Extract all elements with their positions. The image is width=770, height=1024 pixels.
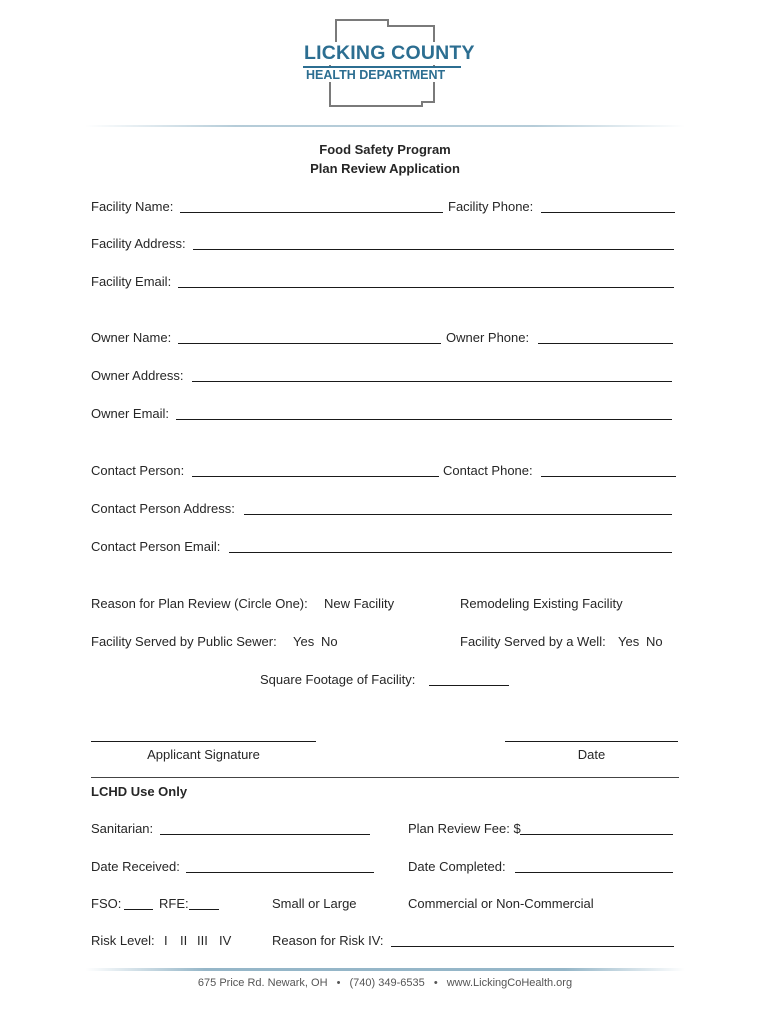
well-yes-option[interactable]: Yes <box>618 634 640 649</box>
owner-email-field[interactable] <box>176 419 672 420</box>
applicant-signature-field[interactable] <box>91 741 316 742</box>
contact-email-label: Contact Person Email: <box>91 539 221 554</box>
contact-phone-label: Contact Phone: <box>443 463 533 478</box>
signature-date-field[interactable] <box>505 741 678 742</box>
owner-address-label: Owner Address: <box>91 368 184 383</box>
facility-name-field[interactable] <box>180 212 443 213</box>
footer-contact <box>0 977 770 989</box>
form-title: Food Safety Program <box>319 142 451 157</box>
header-divider <box>85 125 685 127</box>
risk-level-label: Risk Level: <box>91 933 155 948</box>
risk-reason-field[interactable] <box>391 946 674 947</box>
sanitarian-label: Sanitarian: <box>91 821 154 836</box>
owner-name-label: Owner Name: <box>91 330 172 345</box>
footer-website[interactable]: www.LickingCoHealth.org <box>446 977 573 989</box>
contact-person-label: Contact Person: <box>91 463 185 478</box>
footer-separator: • <box>336 977 341 989</box>
sewer-label: Facility Served by Public Sewer: <box>91 634 277 649</box>
facility-address-field[interactable] <box>193 249 674 250</box>
contact-address-label: Contact Person Address: <box>91 501 235 516</box>
date-received-field[interactable] <box>186 872 374 873</box>
square-footage-field[interactable] <box>429 685 509 686</box>
facility-size-option[interactable]: Small or Large <box>272 896 357 911</box>
lchd-use-heading: LCHD Use Only <box>91 784 188 799</box>
facility-phone-field[interactable] <box>541 212 675 213</box>
reason-option-remodeling[interactable]: Remodeling Existing Facility <box>460 596 623 611</box>
facility-email-field[interactable] <box>178 287 674 288</box>
square-footage-label: Square Footage of Facility: <box>260 672 416 687</box>
sanitarian-field[interactable] <box>160 834 370 835</box>
date-completed-field[interactable] <box>515 872 673 873</box>
facility-name-label: Facility Name: <box>91 199 174 214</box>
contact-email-field[interactable] <box>229 552 672 553</box>
risk-level-i-option[interactable]: I <box>164 933 168 948</box>
risk-reason-label: Reason for Risk IV: <box>272 933 384 948</box>
date-received-label: Date Received: <box>91 859 180 874</box>
facility-address-label: Facility Address: <box>91 236 186 251</box>
owner-email-label: Owner Email: <box>91 406 170 421</box>
contact-phone-field[interactable] <box>541 476 676 477</box>
owner-address-field[interactable] <box>192 381 672 382</box>
reason-option-new-facility[interactable]: New Facility <box>324 596 395 611</box>
rfe-field[interactable] <box>189 909 219 910</box>
well-label: Facility Served by a Well: <box>460 634 606 649</box>
fso-field[interactable] <box>124 909 153 910</box>
well-no-option[interactable]: No <box>646 634 663 649</box>
sewer-no-option[interactable]: No <box>321 634 338 649</box>
footer-divider <box>85 968 685 971</box>
footer-phone: (740) 349-6535 <box>349 977 425 989</box>
date-completed-label: Date Completed: <box>408 859 506 874</box>
form-subtitle: Plan Review Application <box>310 161 460 176</box>
footer-separator: • <box>433 977 438 989</box>
signature-date-label: Date <box>577 747 606 762</box>
facility-phone-label: Facility Phone: <box>448 199 534 214</box>
footer-address: 675 Price Rd. Newark, OH <box>197 977 328 989</box>
sewer-yes-option[interactable]: Yes <box>293 634 315 649</box>
reason-label: Reason for Plan Review (Circle One): <box>91 596 308 611</box>
risk-level-iv-option[interactable]: IV <box>219 933 232 948</box>
plan-review-fee-field[interactable] <box>520 834 673 835</box>
contact-person-field[interactable] <box>192 476 439 477</box>
fso-label: FSO: <box>91 896 122 911</box>
owner-phone-field[interactable] <box>538 343 673 344</box>
logo-text-county: LICKING COUNTY <box>304 42 475 64</box>
office-use-divider <box>91 777 679 778</box>
contact-address-field[interactable] <box>244 514 672 515</box>
risk-level-ii-option[interactable]: II <box>180 933 188 948</box>
facility-type-option[interactable]: Commercial or Non-Commercial <box>408 896 594 911</box>
risk-level-iii-option[interactable]: III <box>197 933 208 948</box>
owner-phone-label: Owner Phone: <box>446 330 530 345</box>
facility-email-label: Facility Email: <box>91 274 172 289</box>
applicant-signature-label: Applicant Signature <box>147 747 260 762</box>
plan-review-fee-label: Plan Review Fee: $ <box>408 821 521 836</box>
owner-name-field[interactable] <box>178 343 441 344</box>
logo-text-department: HEALTH DEPARTMENT <box>306 68 446 82</box>
rfe-label: RFE: <box>159 896 189 911</box>
